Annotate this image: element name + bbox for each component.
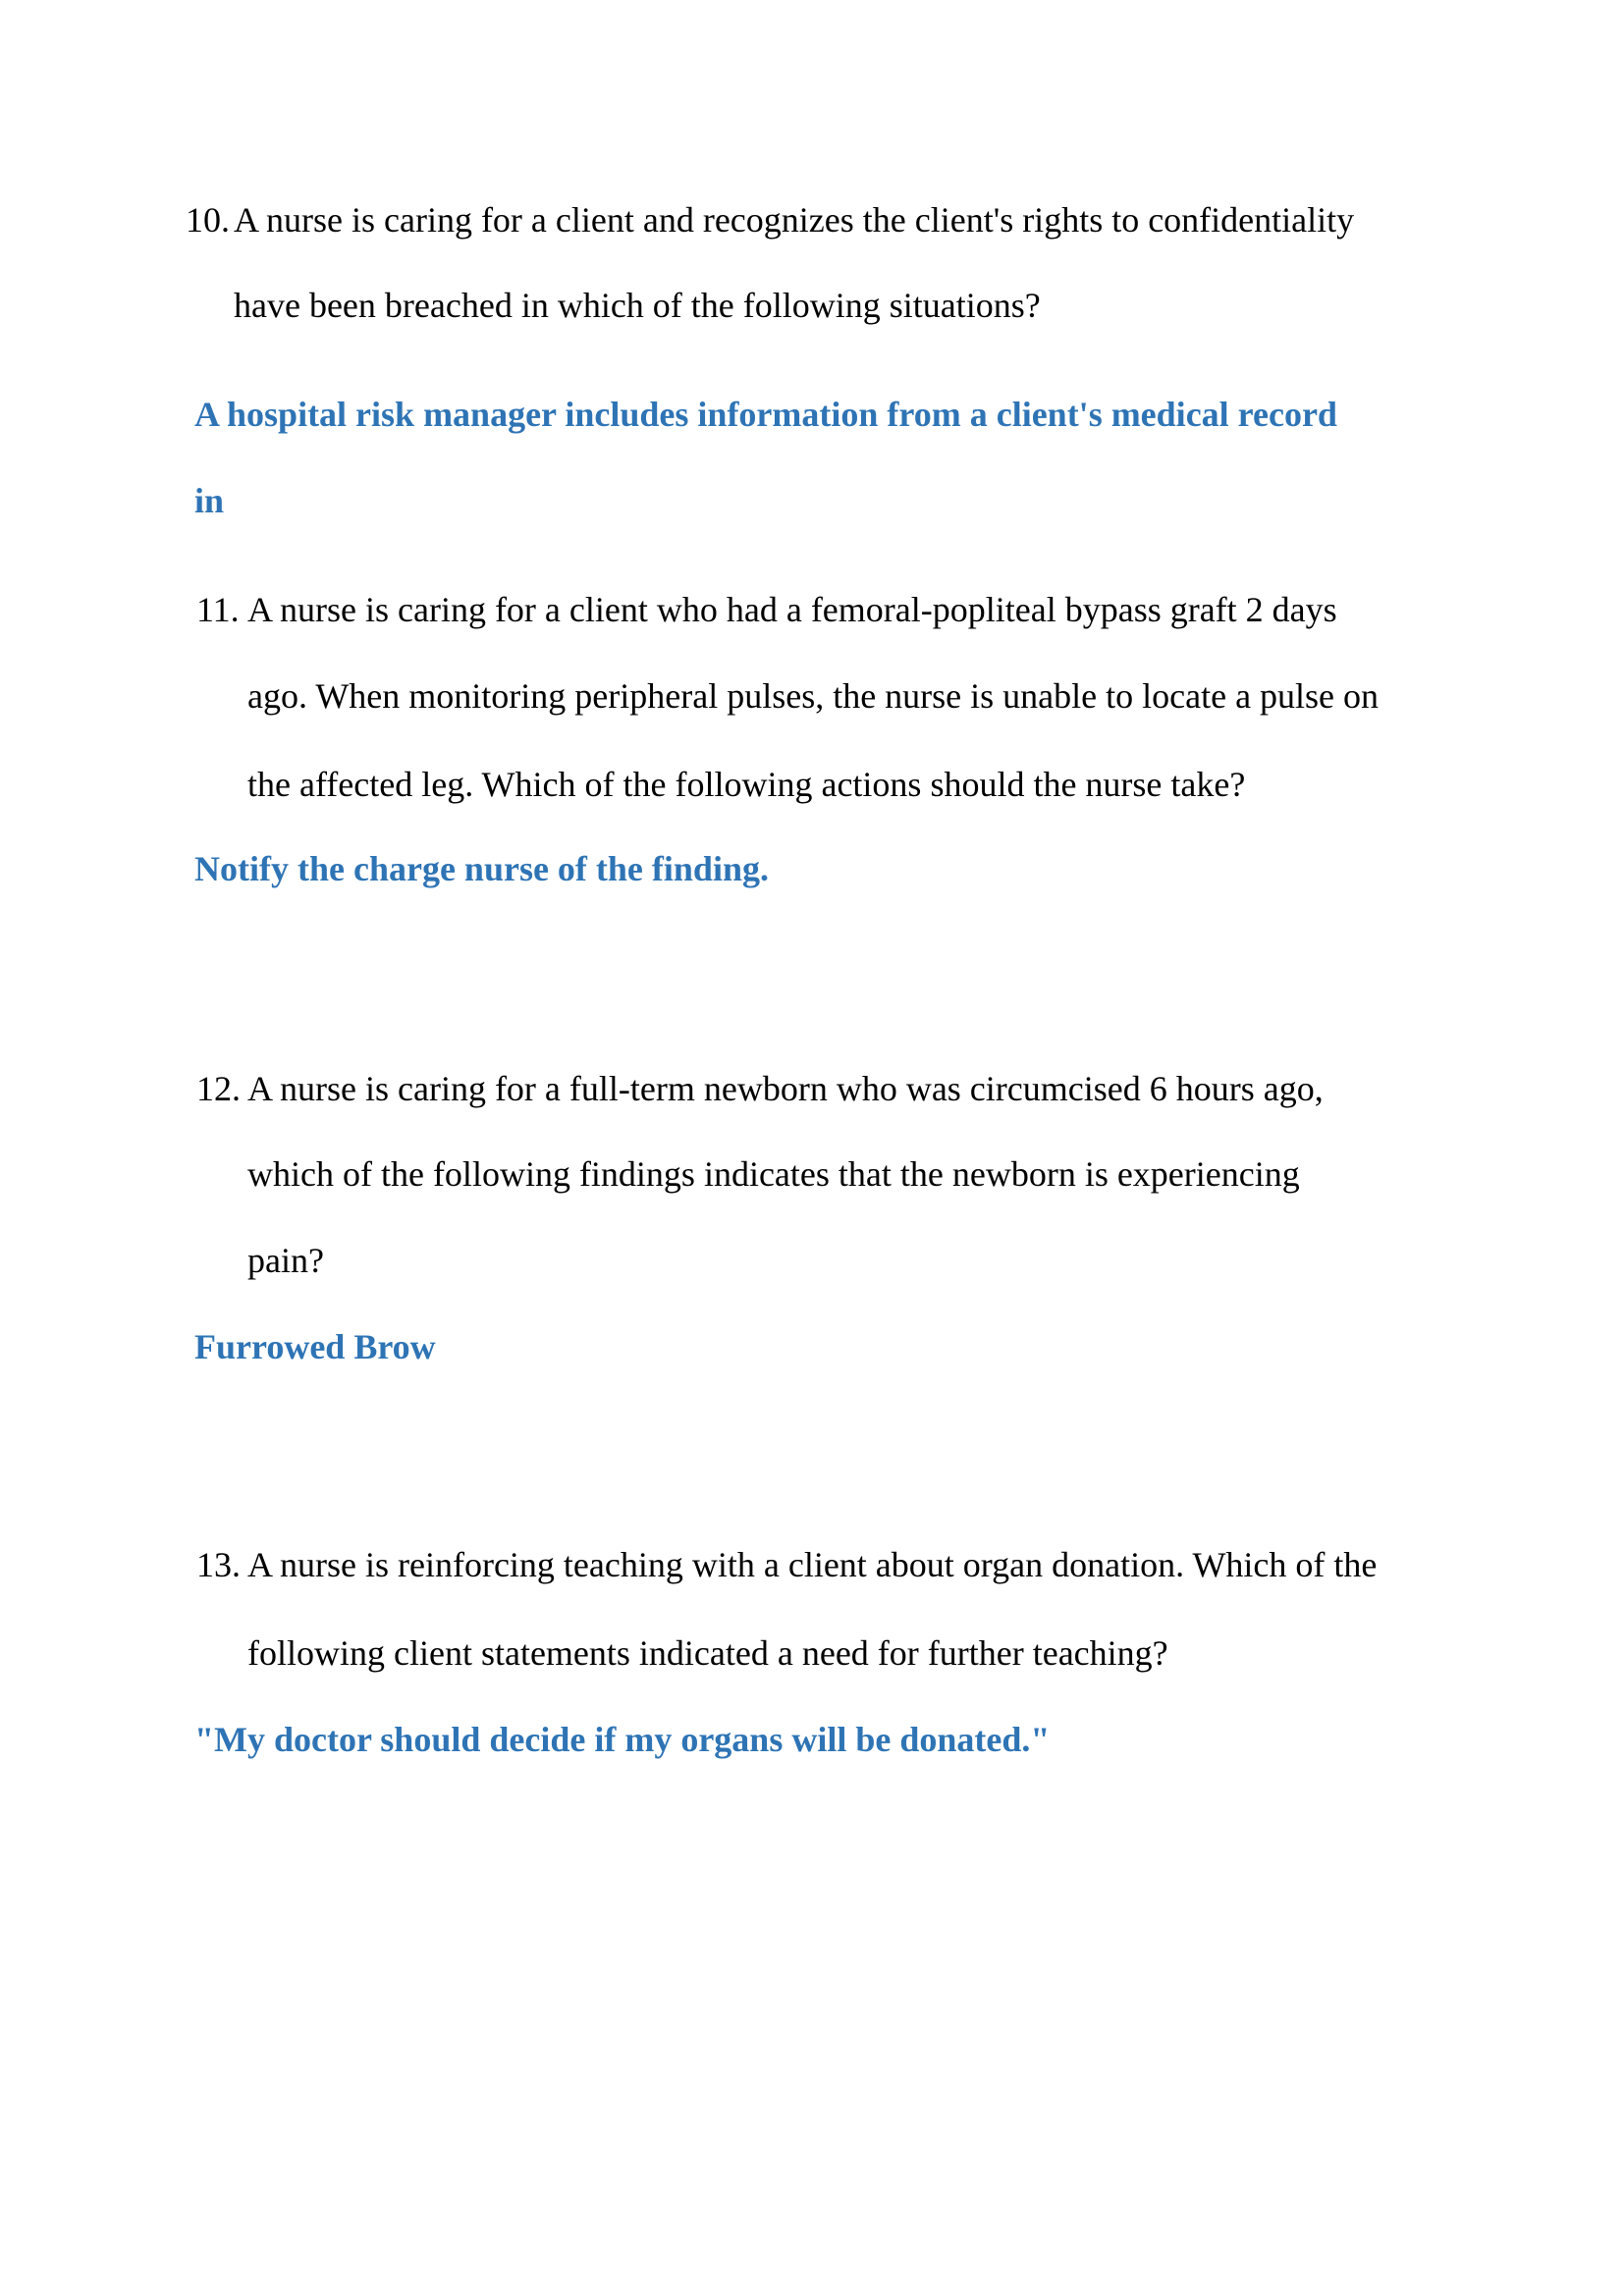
question-text: which of the following findings indicates that the newborn is experiencing (247, 1154, 1300, 1194)
answer-text: A hospital risk manager includes information from a client's medical record (194, 395, 1337, 434)
answer-text: "My doctor should decide if my organs will be donated." (194, 1720, 1051, 1759)
question-number: 12. (196, 1069, 241, 1108)
question-text: A nurse is caring for a client and recognizes the client's rights to confidentiality (234, 200, 1355, 240)
question-text: have been breached in which of the following situations? (234, 286, 1041, 325)
answer-text: Furrowed Brow (194, 1327, 436, 1366)
answer-text: Notify the charge nurse of the finding. (194, 849, 769, 888)
question-number: 10. (186, 200, 230, 240)
question-text: A nurse is reinforcing teaching with a client about organ donation. Which of the (247, 1545, 1378, 1584)
question-text: A nurse is caring for a client who had a femoral-popliteal bypass graft 2 days (247, 590, 1337, 629)
question-text: ago. When monitoring peripheral pulses, the nurse is unable to locate a pulse on (247, 676, 1380, 716)
question-text: pain? (247, 1241, 324, 1280)
answer-text: in (194, 481, 225, 520)
question-text: following client statements indicated a need for further teaching? (247, 1633, 1168, 1673)
question-text: A nurse is caring for a full-term newborn who was circumcised 6 hours ago, (247, 1069, 1324, 1108)
question-number: 13. (196, 1545, 241, 1584)
question-number: 11. (196, 590, 240, 629)
question-text: the affected leg. Which of the following actions should the nurse take? (247, 765, 1246, 804)
